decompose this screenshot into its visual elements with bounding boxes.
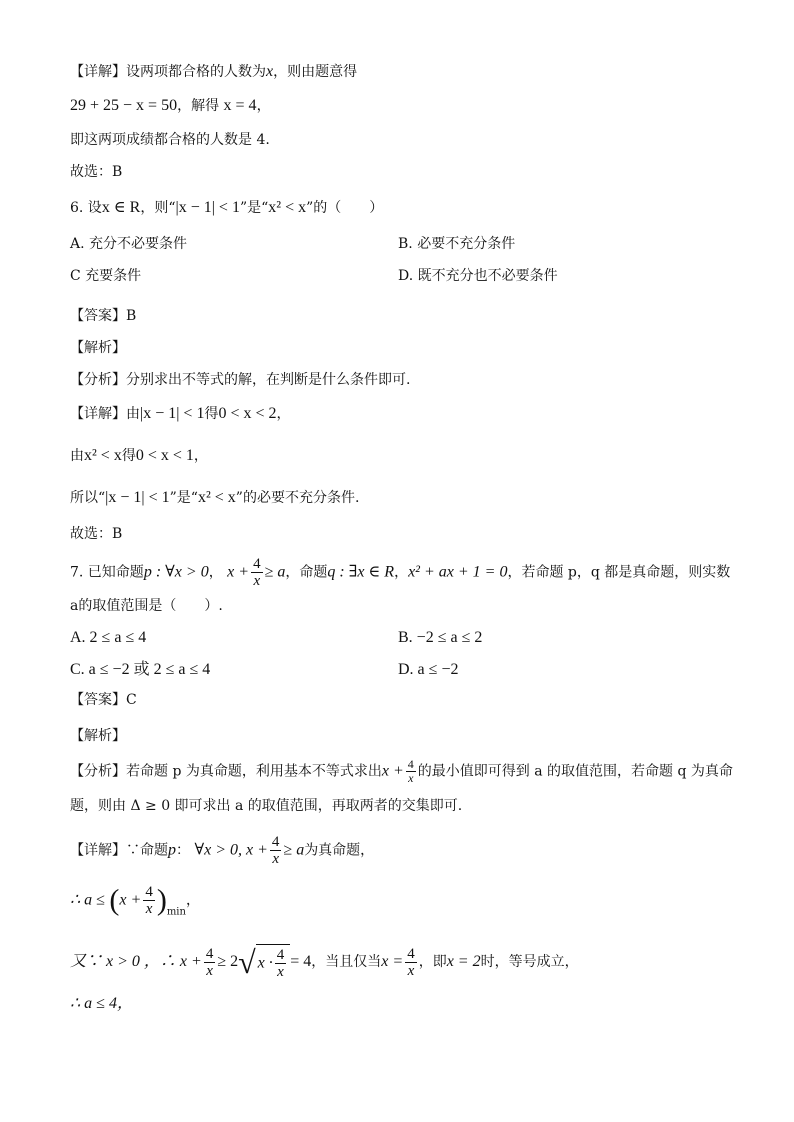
fraction: $\frac{4}{x}$ (407, 945, 415, 979)
q7-fenxi: 【分析】若命题 p 为真命题，利用基本不等式求出x + $\frac{4}{x}$ 的最小值即可得到 a 的取值范围，若命题 q 为真命 (70, 757, 733, 785)
q7-stem-line2: a的取值范围是（ ）. (70, 598, 223, 614)
q7-option-d: D. a ≤ −2 (398, 661, 459, 678)
q6-detail-2: 由x² < x得0 < x < 1， (70, 447, 208, 464)
fraction: $\frac{4}{x}$ (253, 556, 261, 589)
q7-option-c: C. a ≤ −2 或 2 ≤ a ≤ 4 (70, 661, 211, 678)
q6-detail-1: 【详解】由|x − 1| < 1得0 < x < 2， (70, 405, 291, 422)
q7-step-1: ∴ a ≤ (x + $\frac{4}{x}$ )$_{min}$， (70, 883, 200, 918)
equation: 29 + 25 − x = 50 (70, 97, 178, 114)
fraction: $\frac{4}{x}$ (205, 945, 214, 979)
q6-option-c: C 充要条件 (70, 268, 142, 284)
q7-option-a: A. 2 ≤ a ≤ 4 (70, 629, 147, 646)
fraction: $\frac{4}{x}$ (271, 834, 280, 867)
q5-detail-line: 【详解】设两项都合格的人数为x，则由题意得 (70, 63, 358, 80)
q6-analysis: 【解析】 (70, 340, 126, 356)
q6-detail-3: 所以“|x − 1| < 1”是“x² < x”的必要不充分条件. (70, 489, 360, 506)
q6-stem: 6. 设x ∈ R，则“|x − 1| < 1”是“x² < x”的（ ） (70, 199, 384, 216)
q7-option-b: B. −2 ≤ a ≤ 2 (398, 629, 483, 646)
q6-option-d: D. 既不充分也不必要条件 (398, 268, 558, 284)
q7-fenxi-line2: 题，则由 Δ ≥ 0 即可求出 a 的取值范围，再取两者的交集即可. (70, 798, 463, 814)
q7-analysis: 【解析】 (70, 728, 126, 744)
q6-fenxi: 【分析】分别求出不等式的解，在判断是什么条件即可. (70, 372, 411, 388)
q6-answer: 【答案】B (70, 308, 137, 324)
q5-conclusion: 即这两项成绩都合格的人数是 4. (70, 132, 270, 148)
q6-choose: 故选：B (70, 526, 123, 542)
q7-stem: 7. 已知命题p : ∀x > 0， x + $\frac{4}{x}$ ≥ a，命题q : ∃x ∈ R，x² + ax + 1 = 0，若命题 p，q 都是真命题，则实数 (70, 556, 731, 589)
fraction: $\frac{4}{x}$ (407, 757, 414, 785)
fraction: $\frac{4}{x}$ (145, 884, 153, 917)
q5-choose: 故选：B (70, 164, 123, 180)
q5-equation-line: 29 + 25 − x = 50，解得 x = 4， (70, 97, 271, 114)
detail-label: 【详解】 (70, 64, 126, 80)
fraction: $\frac{4}{x}$ (276, 947, 285, 980)
q7-step-2: 又∵ x > 0 ，∴ x + $\frac{4}{x}$ ≥ 2√ x · $\frac{4}{x}$ = 4，当且仅当x = $\frac{4}{x}$ ，即x = 2时，等号成立， (70, 944, 579, 980)
q7-detail: 【详解】∵命题p： ∀x > 0, x + $\frac{4}{x}$ ≥ a为真命题， (70, 834, 375, 867)
q7-answer: 【答案】C (70, 692, 137, 708)
square-root: √ x · $\frac{4}{x}$ (238, 944, 290, 980)
q6-option-b: B. 必要不充分条件 (398, 236, 516, 252)
q6-option-a: A. 充分不必要条件 (70, 236, 188, 252)
q7-step-3: ∴ a ≤ 4， (70, 995, 133, 1012)
